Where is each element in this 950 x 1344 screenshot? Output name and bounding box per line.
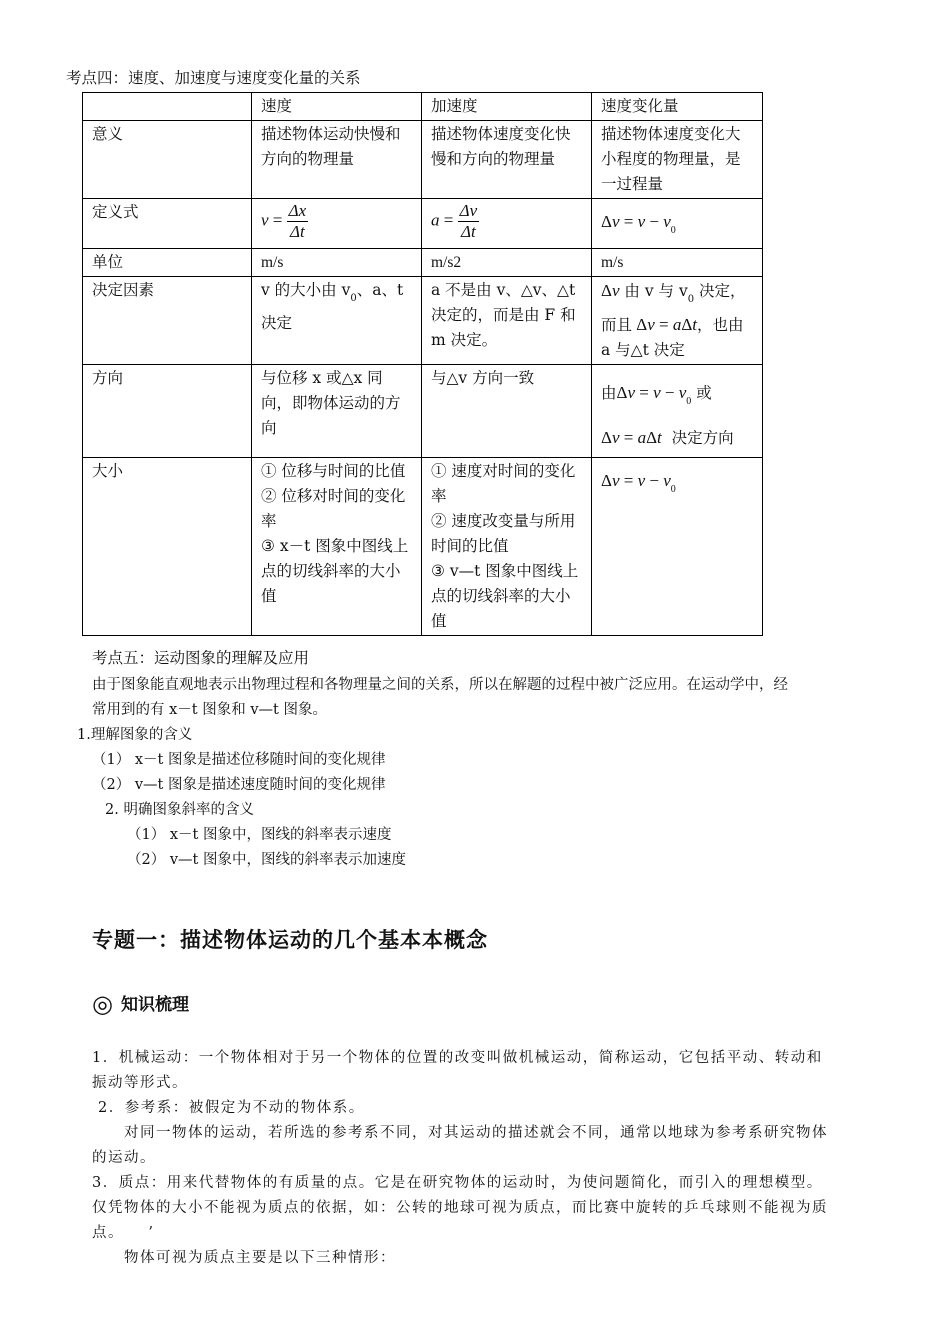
table-row (83, 249, 763, 277)
table-row (83, 277, 763, 365)
knowledge-title: 知识梳理 (120, 995, 189, 1015)
paragraph-3a: 对同一物体的运动，若所选的参考系不同，对其运动的描述就会不同，通常以地球为参考系研究物体 (124, 1125, 828, 1141)
header-acceleration: 加速度 (422, 93, 592, 121)
table-row (83, 365, 763, 458)
section5-intro-2: 常用到的有 x－t 图象和 v—t 图象。 (92, 702, 327, 718)
cell-text: ① 位移与时间的比值 ② 位移对时间的变化率 ③ x－t 图象中图线上点的切线斜率的大小值 (252, 458, 422, 636)
table-row (83, 121, 763, 199)
formula-velocity-change: $\Delta v = v - v_0$ (592, 199, 763, 249)
paragraph-4b: 仅凭物体的大小不能视为质点的依据，如：公转的地球可视为质点，而比赛中旋转的乒乓球则不能视为质 (92, 1200, 828, 1216)
cell-text: v 的大小由 $v_0$、a、t 决定 (252, 277, 422, 365)
comparison-table (82, 92, 763, 636)
section5-item1: 1.理解图象的含义 (77, 727, 193, 743)
formula-velocity: v = $\frac{\Delta x}{\Delta t}$ (252, 199, 422, 249)
table-row (83, 458, 763, 636)
paragraph-2: 2．参考系：被假定为不动的物体系。 (98, 1100, 365, 1116)
paragraph-5: 物体可视为质点主要是以下三种情形： (124, 1250, 396, 1266)
table-row (83, 199, 763, 249)
cell-text: a 不是由 v、△v、△t 决定的，而是由 F 和 m 决定。 (422, 277, 592, 365)
knowledge-heading (92, 990, 189, 1018)
section5-intro-1: 由于图象能直观地表示出物理过程和各物理量之间的关系，所以在解题的过程中被广泛应用。在运动学中，经 (92, 677, 788, 693)
unit-acceleration: m/s2 (422, 249, 592, 277)
section5-item2: 2. 明确图象斜率的含义 (105, 802, 254, 818)
header-empty (83, 93, 252, 121)
section5-item1-2: （2） v—t 图象是描述速度随时间的变化规律 (92, 777, 386, 793)
paragraph-1a: 1．机械运动：一个物体相对于另一个物体的位置的改变叫做机械运动，简称运动，它包括平动、转动和 (92, 1050, 823, 1066)
paragraph-1b: 振动等形式。 (92, 1075, 188, 1091)
double-circle-icon: ◎ (92, 990, 113, 1018)
row-label: 意义 (83, 121, 252, 199)
section5-item2-1: （1） x－t 图象中，图线的斜率表示速度 (127, 827, 392, 843)
unit-velocity: m/s (252, 249, 422, 277)
unit-velocity-change: m/s (592, 249, 763, 277)
row-label: 方向 (83, 365, 252, 458)
section5-item1-1: （1） x－t 图象是描述位移随时间的变化规律 (92, 752, 386, 768)
paragraph-3b: 的运动。 (92, 1150, 156, 1166)
formula-acceleration: a = $\frac{\Delta v}{\Delta t}$ (422, 199, 592, 249)
cell-text: 描述物体速度变化大小程度的物理量，是一过程量 (592, 121, 763, 199)
topic1-title: 专题一：描述物体运动的几个基本本概念 (92, 928, 488, 952)
section4-title: 考点四：速度、加速度与速度变化量的关系 (66, 69, 361, 87)
cell-text: ① 速度对时间的变化率 ② 速度改变量与所用时间的比值 ③ v—t 图象中图线上点的切线斜率的大小值 (422, 458, 592, 636)
row-label: 单位 (83, 249, 252, 277)
cell-text: 与位移 x 或△x 同向，即物体运动的方向 (252, 365, 422, 458)
cell-text: 与△v 方向一致 (422, 365, 592, 458)
table-header-row (83, 93, 763, 121)
cell-text: 由$\Delta v = v - v_0$ 或 Δv = aΔt 决定方向 (592, 365, 763, 458)
section5-title: 考点五：运动图象的理解及应用 (92, 649, 310, 667)
cell-text: 描述物体运动快慢和方向的物理量 (252, 121, 422, 199)
header-velocity-change: 速度变化量 (592, 93, 763, 121)
section5-item2-2: （2） v—t 图象中，图线的斜率表示加速度 (127, 852, 406, 868)
formula-magnitude: $\Delta v = v - v_0$ (592, 458, 763, 636)
paragraph-4a: 3．质点：用来代替物体的有质量的点。它是在研究物体的运动时，为使问题简化，而引入的理想模型。 (92, 1175, 823, 1191)
cell-text: 描述物体速度变化快慢和方向的物理量 (422, 121, 592, 199)
row-label: 定义式 (83, 199, 252, 249)
paragraph-4c: 点。 ’ (92, 1225, 155, 1241)
cell-text: Δv 由 v 与 $v_0$ 决定， 而且 Δv = aΔt，也由 a 与△t 决定 (592, 277, 763, 365)
header-velocity: 速度 (252, 93, 422, 121)
row-label: 决定因素 (83, 277, 252, 365)
row-label: 大小 (83, 458, 252, 636)
